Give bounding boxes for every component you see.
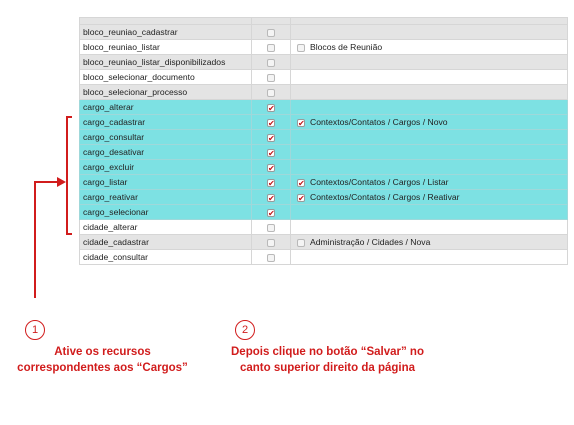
step-2-badge: 2 (235, 320, 255, 340)
step-2-line-1: Depois clique no botão “Salvar” no (231, 346, 424, 358)
callout-arrow-head (57, 177, 66, 187)
callout-arrow-line (35, 182, 58, 298)
resource-name: bloco_selecionar_processo (80, 85, 252, 100)
resource-name: bloco_selecionar_documento (80, 70, 252, 85)
resource-name: cargo_alterar (80, 100, 252, 115)
step-1-line-2: correspondentes aos “Cargos” (17, 362, 188, 374)
menu-path-label: Blocos de Reunião (310, 42, 383, 52)
resource-name: cidade_alterar (80, 220, 252, 235)
resource-name: cargo_desativar (80, 145, 252, 160)
resource-name: bloco_reuniao_cadastrar (80, 25, 252, 40)
resource-name: bloco_reuniao_listar_disponibilizados (80, 55, 252, 70)
step-1-note (10, 344, 195, 376)
step-2-note (220, 344, 435, 376)
resource-name: bloco_reuniao_listar (80, 40, 252, 55)
resource-name: cidade_cadastrar (80, 235, 252, 250)
menu-path-label: Contextos/Contatos / Cargos / Reativar (310, 192, 460, 202)
step-1-badge: 1 (25, 320, 45, 340)
step-2-line-2: canto superior direito da página (239, 362, 416, 374)
menu-path-label: Contextos/Contatos / Cargos / Listar (310, 177, 449, 187)
cargo-bracket (67, 117, 72, 234)
resource-name: cargo_listar (80, 175, 252, 190)
resource-name: cargo_cadastrar (80, 115, 252, 130)
resource-name: cargo_reativar (80, 190, 252, 205)
resource-name: cidade_consultar (80, 250, 252, 265)
resource-name: cargo_consultar (80, 130, 252, 145)
menu-path-label: Administração / Cidades / Nova (310, 237, 431, 247)
resource-name: cargo_excluir (80, 160, 252, 175)
step-1-line-1: Ative os recursos (54, 346, 151, 358)
resource-name: cargo_selecionar (80, 205, 252, 220)
menu-path-label: Contextos/Contatos / Cargos / Novo (310, 117, 448, 127)
